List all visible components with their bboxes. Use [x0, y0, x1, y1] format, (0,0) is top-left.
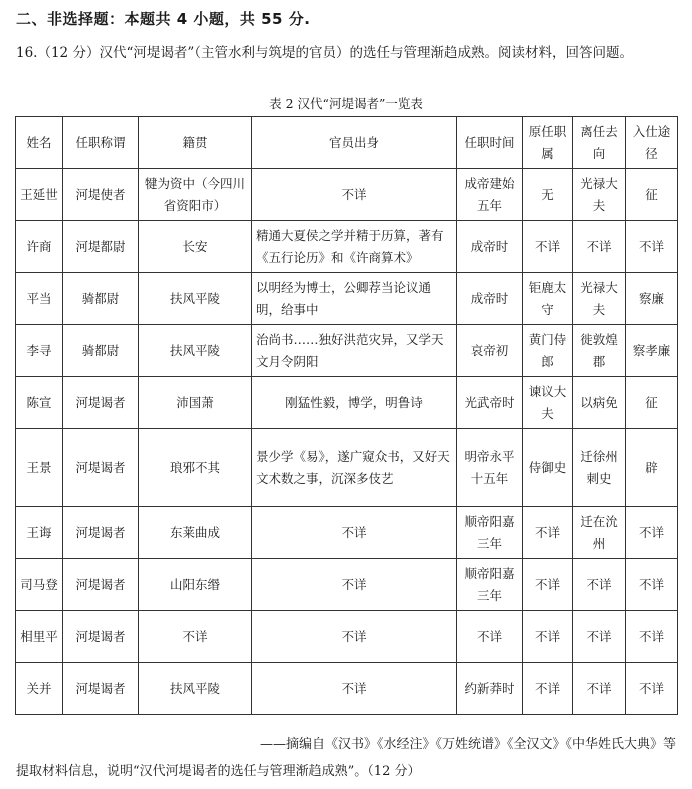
cell-title: 骑都尉	[63, 325, 139, 377]
cell-background: 不详	[252, 559, 457, 611]
col-header-title: 任职称谓	[63, 117, 139, 169]
cell-name: 陈宣	[16, 377, 63, 429]
cell-title: 河堤谒者	[63, 559, 139, 611]
cell-title: 河堤都尉	[63, 221, 139, 273]
cell-next-post: 徙敦煌郡	[573, 325, 626, 377]
cell-entry-path: 不详	[626, 221, 678, 273]
section-heading: 二、非选择题：本题共 4 小题，共 55 分.	[16, 10, 311, 28]
cell-origin: 长安	[139, 221, 252, 273]
cell-title: 河堤谒者	[63, 663, 139, 715]
cell-origin: 犍为资中（今四川省资阳市）	[139, 169, 252, 221]
cell-name: 王景	[16, 429, 63, 507]
cell-time: 明帝永平十五年	[457, 429, 523, 507]
table-row	[16, 221, 678, 273]
cell-time: 光武帝时	[457, 377, 523, 429]
cell-prior-post: 黄门侍郎	[523, 325, 573, 377]
cell-prior-post: 不详	[523, 507, 573, 559]
cell-prior-post: 不详	[523, 221, 573, 273]
cell-next-post: 不详	[573, 611, 626, 663]
cell-name: 司马登	[16, 559, 63, 611]
cell-prior-post: 侍御史	[523, 429, 573, 507]
cell-background: 不详	[252, 169, 457, 221]
cell-prior-post: 不详	[523, 559, 573, 611]
officials-table	[15, 116, 678, 715]
col-header-prior-post: 原任职属	[523, 117, 573, 169]
cell-background: 景少学《易》，遂广窥众书，又好天文术数之事，沉深多伎艺	[252, 429, 457, 507]
cell-background: 刚猛性毅，博学，明鲁诗	[252, 377, 457, 429]
col-header-name: 姓名	[16, 117, 63, 169]
cell-entry-path: 察廉	[626, 273, 678, 325]
cell-time: 不详	[457, 611, 523, 663]
cell-time: 成帝时	[457, 273, 523, 325]
cell-time: 顺帝阳嘉三年	[457, 559, 523, 611]
cell-background: 不详	[252, 507, 457, 559]
cell-title: 骑都尉	[63, 273, 139, 325]
cell-time: 成帝建始五年	[457, 169, 523, 221]
cell-origin: 扶风平陵	[139, 663, 252, 715]
table-row	[16, 429, 678, 507]
table-row	[16, 663, 678, 715]
cell-time: 哀帝初	[457, 325, 523, 377]
cell-title: 河堤谒者	[63, 507, 139, 559]
cell-next-post: 迁在沇州	[573, 507, 626, 559]
cell-name: 王诲	[16, 507, 63, 559]
cell-title: 河堤使者	[63, 169, 139, 221]
table-title: 表 2 汉代“河堤谒者”一览表	[269, 96, 423, 111]
cell-name: 李寻	[16, 325, 63, 377]
table-row	[16, 273, 678, 325]
cell-time: 约新莽时	[457, 663, 523, 715]
cell-next-post: 不详	[573, 221, 626, 273]
table-row	[16, 169, 678, 221]
cell-background: 治尚书……独好洪范灾异，又学天文月令阴阳	[252, 325, 457, 377]
cell-background: 不详	[252, 611, 457, 663]
cell-prior-post: 谏议大夫	[523, 377, 573, 429]
col-header-time: 任职时间	[457, 117, 523, 169]
cell-entry-path: 不详	[626, 611, 678, 663]
cell-prior-post: 无	[523, 169, 573, 221]
cell-next-post: 迁徐州刺史	[573, 429, 626, 507]
question-task: 提取材料信息，说明“汉代河堤谒者的选任与管理渐趋成熟”。（12 分）	[16, 764, 421, 779]
table-row	[16, 507, 678, 559]
table-row	[16, 377, 678, 429]
cell-origin: 琅邪不其	[139, 429, 252, 507]
cell-title: 河堤谒者	[63, 611, 139, 663]
cell-prior-post: 钜鹿太守	[523, 273, 573, 325]
cell-background: 精通大夏侯之学并精于历算，著有《五行论历》和《许商算术》	[252, 221, 457, 273]
cell-title: 河堤谒者	[63, 377, 139, 429]
col-header-entry-path: 入仕途径	[626, 117, 678, 169]
cell-name: 平当	[16, 273, 63, 325]
cell-next-post: 光禄大夫	[573, 273, 626, 325]
cell-origin: 扶风平陵	[139, 273, 252, 325]
question-stem: 16.（12 分）汉代“河堤谒者”（主管水利与筑堤的官员）的选任与管理渐趋成熟。阅读材料，回答问题。	[16, 45, 633, 61]
cell-next-post: 不详	[573, 663, 626, 715]
cell-name: 关并	[16, 663, 63, 715]
cell-entry-path: 辟	[626, 429, 678, 507]
col-header-background: 官员出身	[252, 117, 457, 169]
cell-next-post: 以病免	[573, 377, 626, 429]
cell-prior-post: 不详	[523, 611, 573, 663]
cell-name: 许商	[16, 221, 63, 273]
cell-next-post: 光禄大夫	[573, 169, 626, 221]
cell-name: 王延世	[16, 169, 63, 221]
table-row	[16, 325, 678, 377]
cell-time: 成帝时	[457, 221, 523, 273]
cell-entry-path: 不详	[626, 559, 678, 611]
cell-prior-post: 不详	[523, 663, 573, 715]
cell-background: 以明经为博士，公卿荐当论议通明，给事中	[252, 273, 457, 325]
cell-entry-path: 不详	[626, 663, 678, 715]
cell-entry-path: 征	[626, 169, 678, 221]
cell-title: 河堤谒者	[63, 429, 139, 507]
cell-background: 不详	[252, 663, 457, 715]
cell-entry-path: 察孝廉	[626, 325, 678, 377]
cell-origin: 沛国萧	[139, 377, 252, 429]
cell-entry-path: 不详	[626, 507, 678, 559]
cell-origin: 扶风平陵	[139, 325, 252, 377]
source-citation: ——摘编自《汉书》《水经注》《万姓统谱》《全汉文》《中华姓氏大典》等	[259, 737, 676, 752]
col-header-next-post: 离任去向	[573, 117, 626, 169]
cell-time: 顺帝阳嘉三年	[457, 507, 523, 559]
cell-origin: 山阳东缗	[139, 559, 252, 611]
cell-entry-path: 征	[626, 377, 678, 429]
table-row	[16, 611, 678, 663]
cell-next-post: 不详	[573, 559, 626, 611]
cell-origin: 东莱曲成	[139, 507, 252, 559]
table-row	[16, 559, 678, 611]
cell-origin: 不详	[139, 611, 252, 663]
col-header-origin: 籍贯	[139, 117, 252, 169]
cell-name: 相里平	[16, 611, 63, 663]
table-header-row	[16, 117, 678, 169]
